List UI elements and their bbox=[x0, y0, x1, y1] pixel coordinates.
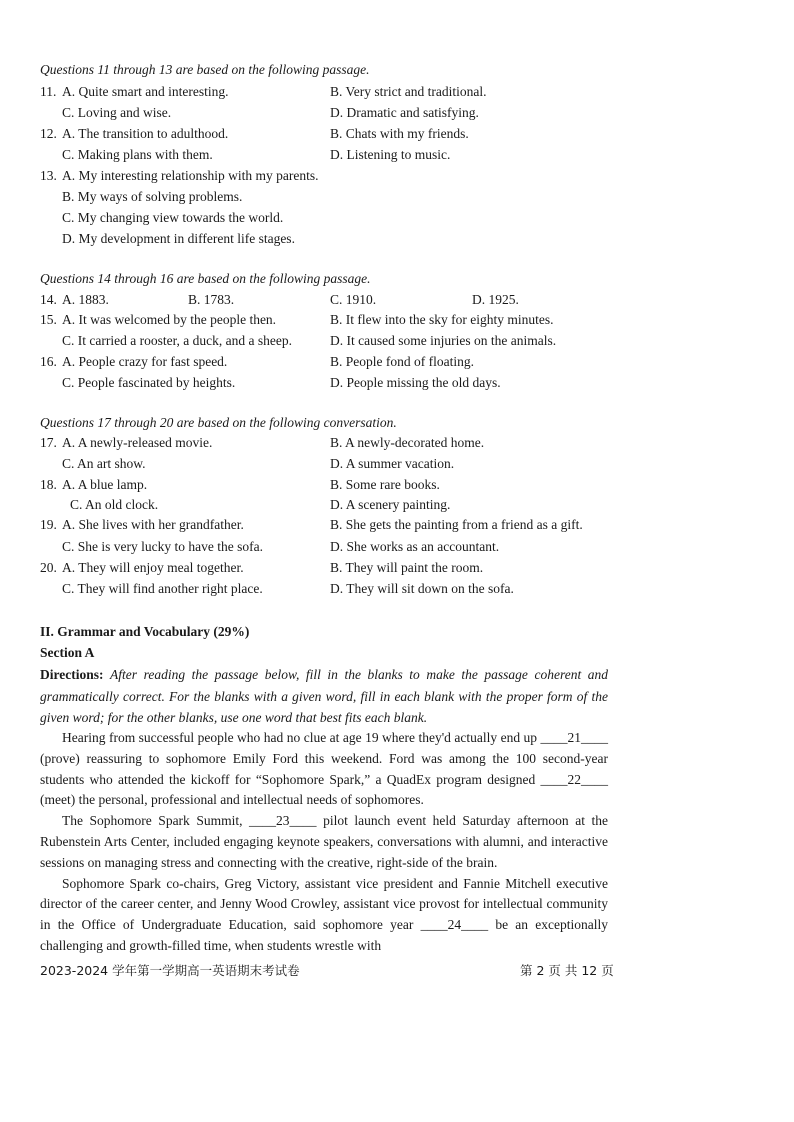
question-11 bbox=[40, 82, 640, 103]
cloze-passage bbox=[40, 728, 608, 957]
option-c: C. Making plans with them. bbox=[62, 147, 213, 162]
passage-paragraph-3 bbox=[40, 874, 608, 957]
option-a: A. Quite smart and interesting. bbox=[62, 84, 229, 99]
question-17 bbox=[40, 433, 640, 454]
question-number: 19. bbox=[40, 517, 57, 532]
question-15 bbox=[40, 310, 640, 331]
question-13-row4 bbox=[40, 229, 640, 250]
question-number: 12. bbox=[40, 126, 57, 141]
footer-exam-title: 2023-2024 学年第一学期高一英语期末考试卷 bbox=[40, 963, 300, 978]
question-number: 13. bbox=[40, 168, 57, 183]
option-d: D. She works as an accountant. bbox=[330, 539, 500, 554]
question-20-row2 bbox=[40, 579, 640, 600]
option-b: B. Chats with my friends. bbox=[330, 126, 469, 141]
option-a: A. She lives with her grandfather. bbox=[62, 517, 244, 532]
passage-paragraph-2 bbox=[40, 811, 608, 873]
question-13-row2 bbox=[40, 187, 640, 208]
option-d: D. It caused some injuries on the animals. bbox=[330, 333, 557, 348]
directions-text: After reading the passage below, fill in the blanks to make the passage coherent and grammatically correct. For the blanks with a given word, fill in each blank with the proper form of the given word; for the other blanks, use one word that best fits each blank. bbox=[40, 667, 608, 725]
question-14 bbox=[40, 290, 640, 311]
option-d: D. A scenery painting. bbox=[330, 497, 451, 512]
passage-text: be an exceptionally challenging and growth-filled time, when students wrestle with bbox=[40, 917, 608, 953]
passage-text: Hearing from successful people who had no clue at age 19 where they'd actually end up bbox=[62, 730, 541, 745]
option-c: C. My changing view towards the world. bbox=[62, 210, 284, 225]
option-b: B. A newly-decorated home. bbox=[330, 435, 485, 450]
question-19 bbox=[40, 515, 640, 536]
option-a: A. It was welcomed by the people then. bbox=[62, 312, 277, 327]
question-number: 16. bbox=[40, 354, 57, 369]
question-18 bbox=[40, 475, 640, 496]
option-d: D. Listening to music. bbox=[330, 147, 451, 162]
option-a: A. 1883. bbox=[62, 292, 109, 307]
option-a: A. They will enjoy meal together. bbox=[62, 560, 244, 575]
option-c: C. 1910. bbox=[330, 292, 377, 307]
passage-text: The Sophomore Spark Summit, bbox=[62, 813, 250, 829]
option-c: C. People fascinated by heights. bbox=[62, 375, 236, 390]
footer-page-number: 第 2 页 共 12 页 bbox=[520, 963, 614, 978]
option-a: A. A blue lamp. bbox=[62, 477, 148, 492]
question-number: 11. bbox=[40, 84, 57, 99]
option-d: D. 1925. bbox=[472, 292, 519, 307]
option-c: C. They will find another right place. bbox=[62, 581, 263, 596]
option-a: A. The transition to adulthood. bbox=[62, 126, 229, 141]
option-b: B. She gets the painting from a friend as a gift. bbox=[330, 517, 583, 532]
question-11-row2 bbox=[40, 103, 640, 124]
group1-heading: Questions 11 through 13 are based on the following passage. bbox=[40, 62, 370, 77]
option-a: A. People crazy for fast speed. bbox=[62, 354, 228, 369]
question-number: 14. bbox=[40, 292, 57, 307]
passage-text: Sophomore Spark co-chairs, Greg Victory, assistant vice president and Fannie Mitchell executive director of the career center, and Jenny Wood Crowley, assistant vice provost for intellectual community in the Office of Undergraduate Education, said sophomore year bbox=[40, 875, 608, 933]
group3-heading: Questions 17 through 20 are based on the following conversation. bbox=[40, 415, 397, 430]
question-13 bbox=[40, 166, 640, 187]
option-d: D. My development in different life stages. bbox=[62, 231, 295, 246]
question-number: 15. bbox=[40, 312, 57, 327]
option-b: B. Some rare books. bbox=[330, 477, 440, 492]
option-c: C. It carried a rooster, a duck, and a sheep. bbox=[62, 333, 292, 348]
option-a: A. A newly-released movie. bbox=[62, 435, 213, 450]
option-a: A. My interesting relationship with my parents. bbox=[62, 168, 319, 183]
passage-text: (prove) reassuring to sophomore Emily Ford this weekend. Ford was among the 100 second-year students who attended the kickoff for “Sophomore Spark,” a QuadEx program designed bbox=[40, 750, 608, 787]
question-15-row2 bbox=[40, 331, 640, 352]
question-number: 17. bbox=[40, 435, 57, 450]
question-18-row2 bbox=[40, 495, 640, 516]
question-12 bbox=[40, 124, 640, 145]
option-b: B. Very strict and traditional. bbox=[330, 84, 487, 99]
group2-heading: Questions 14 through 16 are based on the following passage. bbox=[40, 271, 371, 286]
question-20 bbox=[40, 558, 640, 579]
option-d: D. Dramatic and satisfying. bbox=[330, 105, 479, 120]
option-d: D. They will sit down on the sofa. bbox=[330, 581, 514, 596]
option-b: B. It flew into the sky for eighty minutes. bbox=[330, 312, 554, 327]
question-12-row2 bbox=[40, 145, 640, 166]
option-c: C. Loving and wise. bbox=[62, 105, 172, 120]
question-16 bbox=[40, 352, 640, 373]
directions-label: Directions: bbox=[40, 667, 104, 682]
option-b: B. They will paint the room. bbox=[330, 560, 484, 575]
passage-text: pilot launch event held Saturday afternoon at the Rubenstein Arts Center, included engaging keynote speakers, conversations with alumni, and interactive sessions on managing stress and connecting with the creative, right-side of the brain. bbox=[40, 813, 608, 870]
option-b: B. People fond of floating. bbox=[330, 354, 474, 369]
option-c: C. She is very lucky to have the sofa. bbox=[62, 539, 263, 554]
blank-24: ____24____ bbox=[420, 917, 489, 933]
passage-paragraph-1 bbox=[40, 728, 608, 811]
option-d: D. People missing the old days. bbox=[330, 375, 501, 390]
option-c: C. An old clock. bbox=[70, 497, 159, 512]
question-19-row2 bbox=[40, 537, 640, 558]
blank-22: ____22____ bbox=[540, 771, 608, 787]
option-b: B. 1783. bbox=[188, 292, 235, 307]
question-number: 20. bbox=[40, 560, 57, 575]
blank-23: ____23____ bbox=[249, 813, 317, 829]
blank-21: ____21____ bbox=[540, 730, 608, 745]
question-number: 18. bbox=[40, 477, 57, 492]
directions bbox=[40, 664, 608, 729]
passage-text: (meet) the personal, professional and intellectual needs of sophomores. bbox=[40, 792, 424, 808]
question-13-row3 bbox=[40, 208, 640, 229]
option-c: C. An art show. bbox=[62, 456, 146, 471]
question-17-row2 bbox=[40, 454, 640, 475]
part-title: II. Grammar and Vocabulary (29%) bbox=[40, 624, 250, 639]
option-b: B. My ways of solving problems. bbox=[62, 189, 243, 204]
option-d: D. A summer vacation. bbox=[330, 456, 455, 471]
section-title: Section A bbox=[40, 645, 95, 660]
question-16-row2 bbox=[40, 373, 640, 394]
